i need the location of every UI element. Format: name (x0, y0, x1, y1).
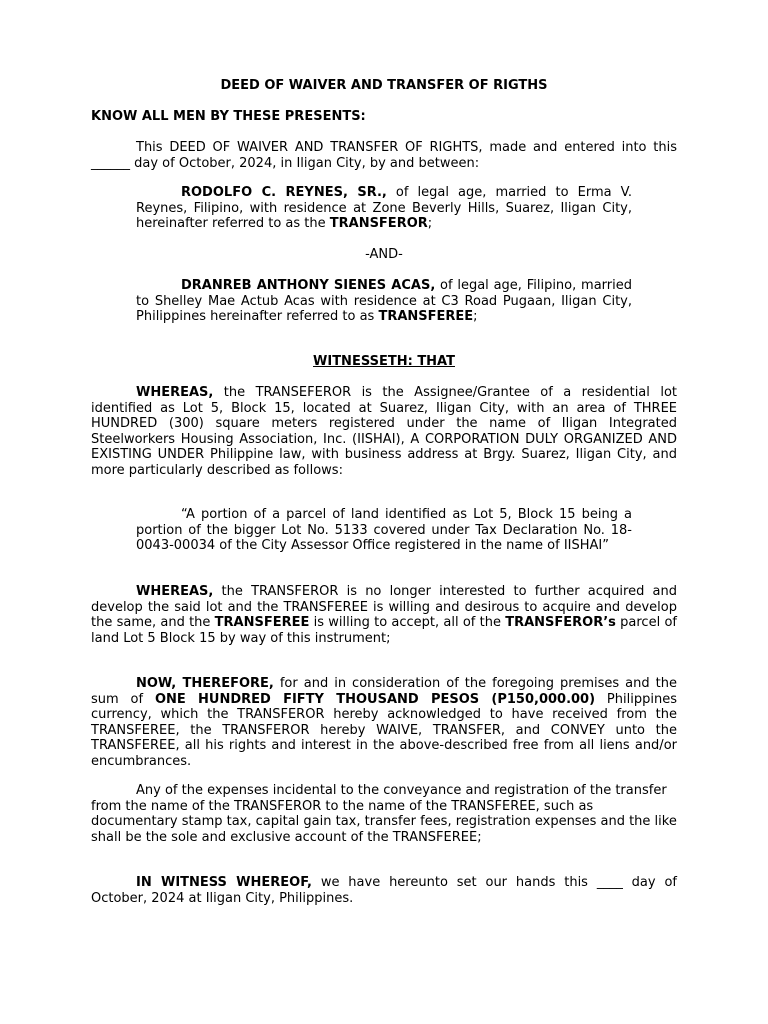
intro-paragraph: This DEED OF WAIVER AND TRANSFER OF RIGHTS, made and entered into this ______ day of October, 2024, in Iligan City, by and between: (91, 140, 677, 171)
whereas-second-text-c: parcel of land Lot 5 Block 15 by way of this instrument; (91, 615, 677, 646)
whereas-first-paragraph (91, 385, 677, 478)
expenses-paragraph: Any of the expenses incidental to the conveyance and registration of the transfer from the name of the TRANSFEROR to the name of the TRANSFEREE, such as documentary stamp tax, capital gain tax, transfer fees, registration expenses and the like shall be the sole and exclusive account of the TRANSFEREE; (91, 783, 677, 845)
now-therefore-lead: NOW, THEREFORE, (136, 676, 274, 691)
greeting-heading: KNOW ALL MEN BY THESE PRESENTS: (91, 109, 366, 124)
transferee-role: TRANSFEREE (378, 309, 474, 324)
transferee-party-paragraph (136, 278, 632, 325)
transferor-role: TRANSFEROR (329, 216, 428, 231)
transferor-end: ; (427, 216, 433, 231)
whereas-second-paragraph (91, 584, 677, 646)
whereas-second-lead: WHEREAS, (136, 584, 214, 599)
whereas-second-text-a: the TRANSFEROR is no longer interested to further acquired and develop the said lot and the TRANSFEREE is willing and desirous to acquire and develop the same, and the (91, 584, 677, 630)
whereas-first-lead: WHEREAS, (136, 385, 214, 400)
land-description-quote: “A portion of a parcel of land identified as Lot 5, Block 15 being a portion of the bigger Lot No. 5133 covered under Tax Declaration No. 18-0043-00034 of the City Assessor Office registered in the name of IISHAI” (136, 507, 632, 553)
now-therefore-paragraph (91, 676, 677, 769)
witnesseth-line (0, 354, 768, 370)
transferee-end: ; (473, 309, 478, 324)
consideration-amount: ONE HUNDRED FIFTY THOUSAND PESOS (P150,000.00) (154, 691, 596, 707)
whereas-second-bold-b: TRANSFEROR’s (505, 615, 616, 630)
transferor-party-paragraph (136, 185, 632, 232)
whereas-second-text-b: is willing to accept, all of the (309, 615, 506, 630)
witnesseth-heading: WITNESSETH: THAT (313, 354, 455, 369)
whereas-second-bold-a: TRANSFEREE (214, 615, 310, 630)
transferee-details: of legal age, Filipino, married to Shelley Mae Actub Acas with residence at C3 Road Pugaan, Iligan City, Philippines hereinafter referred to as (136, 278, 632, 324)
transferor-name: RODOLFO C. REYNES, SR., (181, 185, 387, 200)
and-separator: -AND- (365, 247, 403, 262)
in-witness-paragraph (91, 875, 677, 906)
whereas-first-text: the TRANSEFEROR is the Assignee/Grantee of a residential lot identified as Lot 5, Block 15, located at Suarez, Iligan City, with an area of THREE HUNDRED (300) square meters registered under the name of Iligan Integrated Steelworkers Housing Association, Inc. (IISHAI), A CORPORATION DULY ORGANIZED AND EXISTING UNDER Philippine law, with business address at Brgy. Suarez, Iligan City, and more particularly described as follows: (91, 385, 677, 478)
in-witness-text: we have hereunto set our hands this ____ day of October, 2024 at Iligan City, Philippines. (91, 875, 677, 906)
document-title: DEED OF WAIVER AND TRANSFER OF RIGTHS (220, 78, 548, 93)
now-therefore-text-b: Philippines currency, which the TRANSFEROR hereby acknowledged to have received from the TRANSFEREE, the TRANSFEROR hereby WAIVE, TRANSFER, and CONVEY unto the TRANSFEREE, all his rights and interest in the above-described free from all liens and/or encumbrances. (91, 691, 677, 769)
transferor-details: of legal age, married to Erma V. Reynes, Filipino, with residence at Zone Beverly Hills, Suarez, Iligan City, hereinafter referred to as the (136, 185, 632, 231)
in-witness-lead: IN WITNESS WHEREOF, (136, 875, 312, 890)
now-therefore-text-a: for and in consideration of the foregoing premises and the sum of (91, 676, 677, 707)
transferee-name: DRANREB ANTHONY SIENES ACAS, (181, 278, 436, 293)
